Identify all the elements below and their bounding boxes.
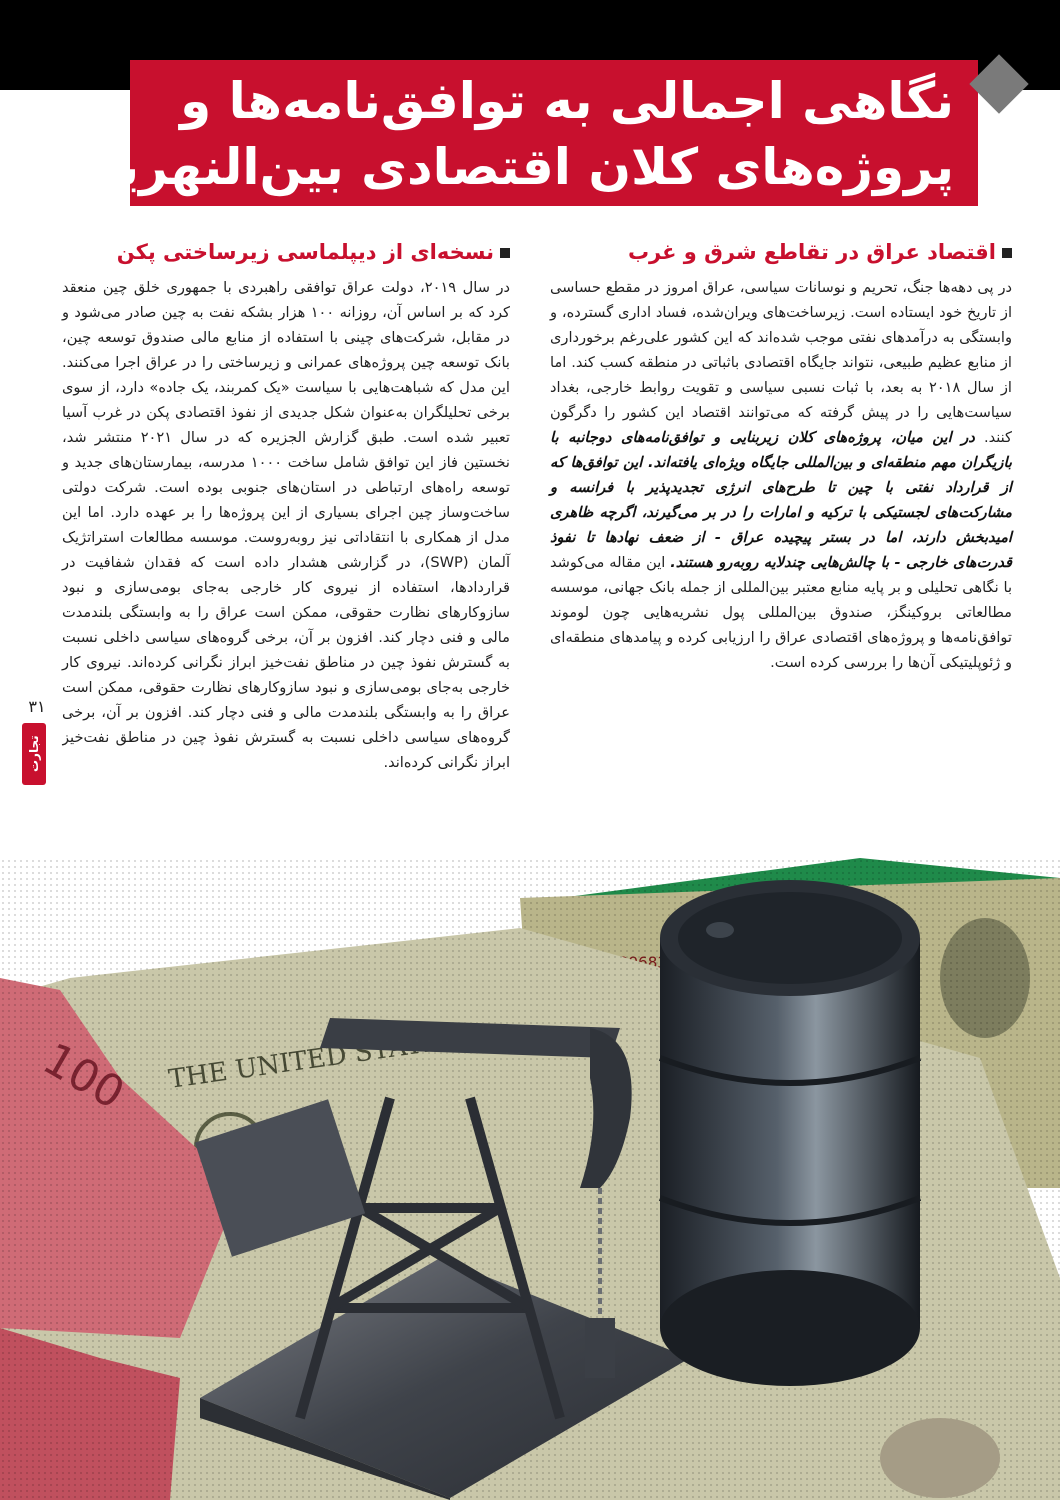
magazine-logo: تجارت فردا	[22, 723, 46, 785]
oil-pump-banknotes-photo	[0, 858, 1060, 1500]
square-bullet-icon	[500, 248, 510, 258]
left-column	[62, 235, 510, 775]
right-para-emphasis: در این میان، پروژه‌های کلان زیربنایی و توافق‌نامه‌های دوجانبه با بازیگران مهم منطقه‌ای و بین‌المللی جایگاه ویژه‌ای یافته‌اند. این توافق‌ها که از قرارداد نفتی با چین تا طرح‌های انرژی تجدیدپذیر با فرانسه و مشارکت‌های لجستیکی با ترکیه و امارات را در بر می‌گیرند، اگرچه ظاهری امیدبخش دارند، اما در بستر پیچیده عراق - از ضعف نهادها تا نفوذ قدرت‌های خارجی - با چالش‌هایی چندلایه روبه‌رو هستند.	[550, 429, 1013, 571]
right-para-1: در پی دهه‌ها جنگ، تحریم و نوسانات سیاسی، عراق امروز در مقطع حساسی از تاریخ خود ایستاده است. زیرساخت‌های ویران‌شده، فساد اداری گسترده، و وابستگی به درآمدهای نفتی موجب شده‌اند که این کشور علی‌رغم برخورداری از منابع عظیم طبیعی، نتواند جایگاه اقتصادی باثباتی در منطقه کسب کند. اما از سال ۲۰۱۸ به بعد، با ثبات نسبی سیاسی و تقویت روابط خارجی، بغداد سیاست‌هایی را در پیش گرفته که می‌توانند اقتصاد این کشور را دگرگون کنند.	[550, 279, 1013, 446]
oil-barrel-bottom	[660, 1270, 920, 1386]
title-line-2: پروژه‌های کلان اقتصادی بین‌النهرین	[75, 138, 954, 196]
left-column-heading	[62, 235, 510, 269]
left-column-body: در سال ۲۰۱۹، دولت عراق توافقی راهبردی با جمهوری خلق چین منعقد کرد که بر اساس آن، روزانه ۱۰۰ هزار بشکه نفت به چین صادر می‌شود و در مقابل، شرکت‌های چینی با استفاده از منابع مالی صندوق توسعه چین، بانک توسعه چین پروژه‌های عمرانی و زیرساختی را در عراق اجرا می‌کنند. این مدل که شباهت‌هایی با سیاست «یک کمربند، یک جاده» دارد، از سوی برخی تحلیلگران به‌عنوان شکل جدیدی از نفوذ اقتصادی پکن در غرب آسیا تعبیر شده است. طبق گزارش الجزیره که در سال ۲۰۲۱ منتشر شد، نخستین فاز این توافق شامل ساخت ۱۰۰۰ مدرسه، بیمارستان‌های جدید و توسعه راه‌های ارتباطی در استان‌های جنوبی بوده است. شرکت دولتی ساخت‌وساز چین اجرای بسیاری از این پروژه‌ها را بر عهده دارد. اما این مدل از همکاری با انتقاداتی نیز روبه‌روست. موسسه مطالعات استراتژیک آلمان (SWP)، در گزارشی هشدار داده است که فقدان شفافیت در قراردادها، استفاده از نیروی کار خارجی به‌جای بومی‌سازی و نبود سازوکارهای نظارت حقوقی، ممکن است عراق را به وابستگی بلندمدت مالی و فنی دچار کند. افزون بر آن، برخی گروه‌های سیاسی داخلی نسبت به گسترش نفوذ چین در مناطق نفت‌خیز ابراز نگرانی کرده‌اند. نیروی کار خارجی به‌جای بومی‌سازی و نبود سازوکارهای نظارت حقوقی، ممکن است عراق را به وابستگی بلندمدت مالی و فنی دچار کند. افزون بر آن، برخی گروه‌های سیاسی داخلی نسبت به گسترش نفوذ چین در مناطق نفت‌خیز ابراز نگرانی کرده‌اند.	[62, 279, 510, 771]
right-heading-text: اقتصاد عراق در تقاطع شرق و غرب	[627, 240, 996, 264]
right-para-2: این مقاله می‌کوشد با نگاهی تحلیلی و بر پایه منابع معتبر بین‌المللی از جمله بانک جهانی، موسسه مطالعاتی بروکینگز، صندوق بین‌المللی پول نشریه‌هایی چون لوموند توافق‌نامه‌ها و پروژه‌های اقتصادی عراق را ارزیابی کرده و پیامدهای منطقه‌ای و ژئوپلیتیکی آن‌ها را بررسی کرده است.	[550, 554, 1012, 671]
square-bullet-icon	[1002, 248, 1012, 258]
title-line-1: نگاهی اجمالی به توافق‌نامه‌ها و	[180, 72, 954, 130]
oil-barrel-body	[660, 938, 920, 1328]
left-heading-text: نسخه‌ای از دیپلماسی زیرساختی پکن	[116, 240, 494, 264]
right-column	[550, 235, 1012, 675]
wellhead	[585, 1318, 615, 1378]
right-column-body	[550, 275, 1012, 675]
page-number: ۳۱	[28, 697, 46, 716]
article-title	[75, 60, 978, 206]
coin	[880, 1418, 1000, 1498]
right-column-heading	[550, 235, 1012, 269]
